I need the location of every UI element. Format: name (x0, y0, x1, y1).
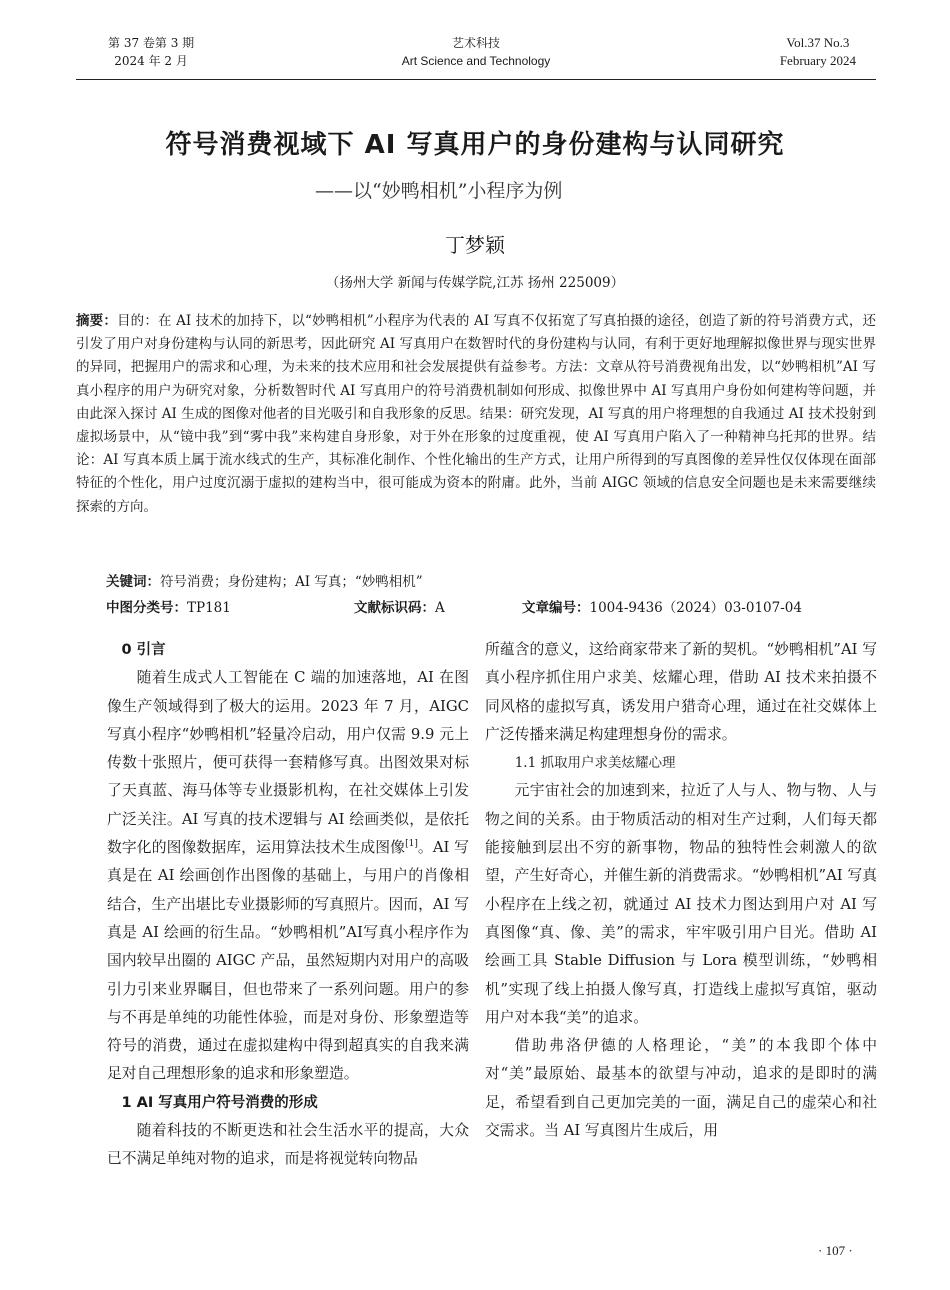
abstract-label: 摘要： (76, 313, 118, 329)
doc-value: A (435, 600, 445, 616)
article-title: 符号消费视域下 AI 写真用户的身份建构与认同研究 (165, 130, 785, 160)
paragraph-text: 随着生成式人工智能在 C 端的加速落地，AI 在图像生产领域得到了极大的运用。2023 年 7 月，AIGC 写真小程序“妙鸭相机”轻量冷启动，用户仅需 9.9 元上传数十张照片，便可获得一套精修写真。出图效果对标了天真蓝、海马体等专业摄影机构，在社交媒体上引发广泛关注。AI 写真的技术逻辑与 AI 绘画类似，是依托数字化的图像数据库，运用算法技术生成图像 (107, 669, 469, 857)
header-right (780, 34, 856, 70)
body-column-left (107, 636, 469, 1174)
section-heading-intro: 0 引言 (121, 642, 166, 658)
keywords-label: 关键词： (106, 574, 160, 590)
keywords (106, 572, 423, 592)
page-number: · 107 · (818, 1243, 853, 1258)
paragraph: 随着科技的不断更迭和社会生活水平的提高，大众已不满足单纯对物的追求，而是将视觉转向物品 (107, 1122, 469, 1168)
journal-name-en: Art Science and Technology (401, 54, 551, 68)
paragraph-text: 。AI 写真是在 AI 绘画创作出图像的基础上，与用户的肖像相结合，生产出堪比专业摄影师的写真照片。因而，AI 写真是 AI 绘画的衍生品。“妙鸭相机”AI写真小程序作为国内较早出圈的 AIGC 产品，虽然短期内对用户的高吸引力引来业界瞩目，但也带来了一系列问题。用户的参与不再是单纯的功能性体验，而是对身份、形象塑造等符号的消费，通过在虚拟建构中得到超真实的自我来满足对自己理想形象的追求和形象塑造。 (107, 839, 469, 1083)
author-affiliation: （扬州大学 新闻与传媒学院,江苏 扬州 225009） (325, 275, 625, 291)
paragraph (107, 664, 469, 1088)
abstract (76, 310, 876, 519)
paragraph: 所蕴含的意义，这给商家带来了新的契机。“妙鸭相机”AI 写真小程序抓住用户求美、炫耀心理，借助 AI 技术来拍摄不同风格的虚拟写真，诱发用户猎奇心理，通过在社交媒体上广泛传播来满足构建理想身份的需求。 (485, 641, 877, 743)
body-column-right (485, 636, 877, 1145)
article-value: 1004-9436（2024）03-0107-04 (589, 600, 802, 616)
clc-code (106, 598, 231, 618)
keywords-text: 符号消费；身份建构；AI 写真；“妙鸭相机” (160, 574, 423, 590)
author-name: 丁梦颖 (445, 233, 505, 257)
article-label: 文章编号： (522, 600, 590, 616)
running-header (76, 34, 876, 80)
header-volume-en: Vol.37 No.3 (786, 35, 850, 50)
abstract-text: 目的：在 AI 技术的加持下，以“妙鸭相机”小程序为代表的 AI 写真不仅拓宽了写真拍摄的途径，创造了新的符号消费方式，还引发了用户对身份建构与认同的新思考，因此研究 AI 写真用户在数智时代的身份建构与认同，有利于更好地理解拟像世界与现实世界的异同，把握用户的需求和心理，为未来的技术应用和社会发展提供有益参考。方法：文章从符号消费视角出发，以“妙鸭相机”AI 写真小程序的用户为研究对象，分析数智时代 AI 写真用户的符号消费机制如何形成、拟像世界中 AI 写真用户身份如何建构等问题，并由此深入探讨 AI 生成的图像对他者的目光吸引和自我形象的反思。结果：研究发现，AI 写真的用户将理想的自我通过 AI 技术投射到虚拟场景中，从“镜中我”到“雾中我”来构建自身形象，对于外在形象的过度重视，使 AI 写真用户陷入了一种精神乌托邦的世界。结论：AI 写真本质上属于流水线式的生产，其标准化制作、个性化输出的生产方式，让用户所得到的写真图像的差异性仅仅体现在面部特征的个性化，用户过度沉溺于虚拟的建构当中，很可能成为资本的附庸。此外，当前 AIGC 领域的信息安全问题也是未来需要继续探索的方向。 (76, 313, 877, 515)
document-code (354, 598, 445, 618)
subsection-heading-1-1: 1.1 抓取用户求美炫耀心理 (514, 755, 676, 772)
doc-label: 文献标识码： (354, 600, 435, 616)
header-date: 2024 年 2 月 (114, 54, 188, 68)
header-volume-issue: 第 37 卷第 3 期 (108, 36, 195, 50)
section-heading-1: 1 AI 写真用户符号消费的形成 (121, 1094, 318, 1111)
header-rule (76, 79, 876, 80)
article-subtitle: ——以“妙鸭相机”小程序为例 (315, 180, 563, 202)
clc-value: TP181 (187, 600, 231, 616)
header-center (76, 34, 876, 70)
header-date-en: February 2024 (779, 53, 856, 68)
paragraph: 元宇宙社会的加速到来，拉近了人与人、物与物、人与物之间的关系。由于物质活动的相对生产过剩，人们每天都能接触到层出不穷的新事物，物品的独特性会刺激人的欲望，产生好奇心，并催生新的消费需求。“妙鸭相机”AI 写真小程序在上线之初，就通过 AI 技术力图达到用户对 AI 写真图像“真、像、美”的需求，牢牢吸引用户目光。借助 AI 绘画工具 Stable Diffusion 与 Lora 模型训练，“妙鸭相机”实现了线上拍摄人像写真，打造线上虚拟写真馆，驱动用户对本我“美”的追求。 (485, 782, 877, 1026)
journal-name-cn: 艺术科技 (451, 36, 500, 50)
clc-label: 中图分类号： (106, 600, 187, 616)
article-number (522, 598, 802, 618)
citation-ref: [1] (405, 839, 418, 850)
paragraph: 借助弗洛伊德的人格理论，“美”的本我即个体中对“美”最原始、最基本的欲望与冲动，追求的是即时的满足，希望看到自己更加完美的一面，满足自己的虚荣心和社交需求。当 AI 写真图片生成后，用 (485, 1037, 877, 1140)
